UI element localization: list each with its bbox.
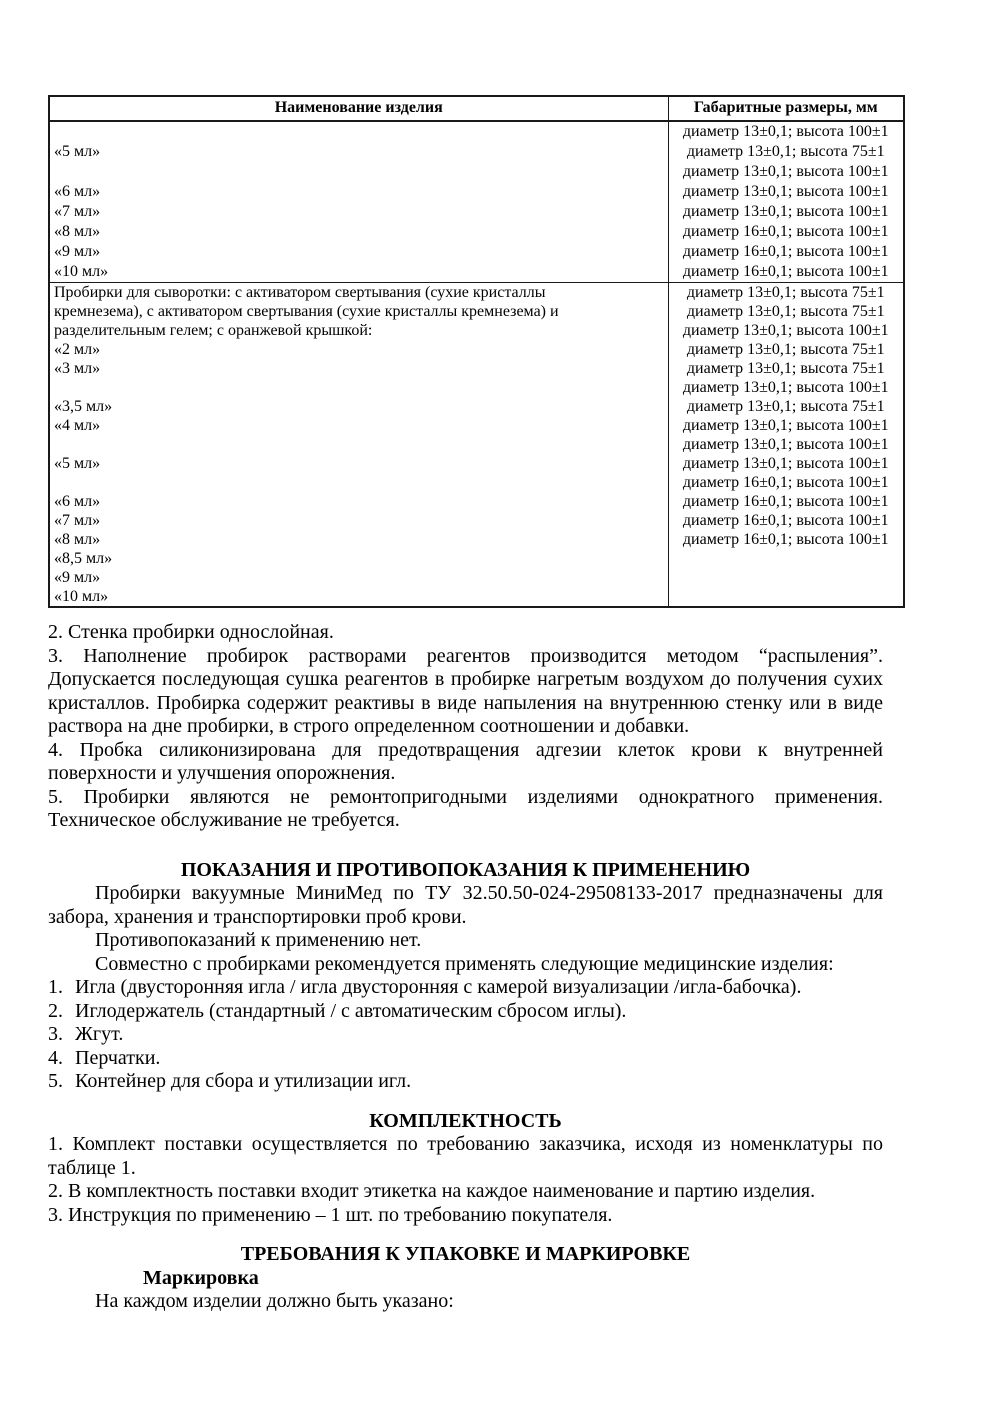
list-item-text: Иглодержатель (стандартный / с автоматическим сбросом иглы). xyxy=(75,999,627,1022)
product-name-line: «9 мл» xyxy=(54,569,101,586)
note-paragraph-3: 3. Наполнение пробирок растворами реагентов производится методом “распыления”. Допускается последующая сушка реагентов в пробирке нагретым воздухом до получения сухих кристаллов. Пробирка содержит реактивы в виде напыления на внутреннюю стенку или в виде раствора на дне пробирки, в строго определенном соотношении и добавки. xyxy=(48,644,883,737)
recommended-device-item xyxy=(48,1047,883,1071)
product-name-line: «3 мл» xyxy=(54,360,101,377)
completeness-item: 1. Комплект поставки осуществляется по требованию заказчика, исходя из номенклатуры по таблице 1. xyxy=(48,1133,883,1179)
dimension-line: диаметр 16±0,1; высота 100±1 xyxy=(682,531,889,548)
dimension-line: диаметр 13±0,1; высота 75±1 xyxy=(686,303,885,320)
dimension-line: диаметр 13±0,1; высота 75±1 xyxy=(686,143,885,160)
serum-tubes-description-line: Пробирки для сыворотки: с активатором свертывания (сухие кристаллы xyxy=(54,284,546,301)
product-name-line xyxy=(50,122,668,142)
dimension-line: диаметр 13±0,1; высота 100±1 xyxy=(682,123,889,140)
dimension-line: диаметр 13±0,1; высота 100±1 xyxy=(682,436,889,453)
list-item-number: 3. xyxy=(48,1023,63,1045)
section2-sizes-cell xyxy=(668,283,904,608)
dimension-line: диаметр 13±0,1; высота 100±1 xyxy=(682,455,889,472)
recommended-device-item xyxy=(48,1023,883,1047)
product-name-line: «8 мл» xyxy=(54,531,101,548)
table-row-section-2 xyxy=(49,283,904,608)
dimension-line: диаметр 13±0,1; высота 75±1 xyxy=(686,284,885,301)
product-name-line: «6 мл» xyxy=(54,183,101,200)
construction-notes xyxy=(48,621,883,833)
note-paragraph-2: 2. Стенка пробирки однослойная. xyxy=(48,621,334,643)
completeness-item: 2. В комплектность поставки входит этикетка на каждое наименование и партию изделия. xyxy=(48,1180,816,1202)
dimension-line: диаметр 16±0,1; высота 100±1 xyxy=(682,474,889,491)
dimensions-column-header: Габаритные размеры, мм xyxy=(668,96,904,121)
product-name-line xyxy=(50,473,668,492)
product-name-line: «5 мл» xyxy=(54,143,101,160)
product-name-line: «10 мл» xyxy=(54,263,109,280)
dimension-line: диаметр 13±0,1; высота 75±1 xyxy=(686,398,885,415)
product-name-line: «4 мл» xyxy=(54,417,101,434)
list-item-text: Контейнер для сбора и утилизации игл. xyxy=(75,1070,412,1092)
dimension-line: диаметр 13±0,1; высота 75±1 xyxy=(686,360,885,377)
dimension-line: диаметр 13±0,1; высота 100±1 xyxy=(682,417,889,434)
product-name-line: «7 мл» xyxy=(54,512,101,529)
product-name-line: «7 мл» xyxy=(54,203,101,220)
list-item-number: 5. xyxy=(48,1070,63,1092)
dimension-line: диаметр 13±0,1; высота 100±1 xyxy=(682,379,889,396)
product-name-line xyxy=(50,378,668,397)
product-name-line: «2 мл» xyxy=(54,341,101,358)
serum-tubes-description-line: разделительным гелем; с оранжевой крышкой: xyxy=(54,322,373,339)
section2-names-cell xyxy=(49,283,668,608)
product-name-line: «8,5 мл» xyxy=(54,550,113,567)
recommended-device-item xyxy=(48,976,883,1000)
product-name-line xyxy=(50,162,668,182)
product-dimensions-table xyxy=(48,95,905,608)
dimension-line: диаметр 13±0,1; высота 100±1 xyxy=(682,183,889,200)
product-name-line: «10 мл» xyxy=(54,588,109,605)
dimension-line: диаметр 13±0,1; высота 100±1 xyxy=(682,322,889,339)
product-name-line: «3,5 мл» xyxy=(54,398,113,415)
recommended-devices-paragraph: Совместно с пробирками рекомендуется применять следующие медицинские изделия: xyxy=(95,952,834,975)
completeness-item: 3. Инструкция по применению – 1 шт. по требованию покупателя. xyxy=(48,1203,613,1226)
dimension-line: диаметр 13±0,1; высота 100±1 xyxy=(682,163,889,180)
packaging-heading: ТРЕБОВАНИЯ К УПАКОВКЕ И МАРКИРОВКЕ xyxy=(240,1243,691,1265)
note-paragraph-4: 4. Пробка силиконизирована для предотвращения адгезии клеток крови к внутренней поверхности и улучшения опорожнения. xyxy=(48,738,883,784)
list-item-number: 4. xyxy=(48,1046,63,1069)
dimension-line: диаметр 16±0,1; высота 100±1 xyxy=(682,493,889,510)
product-name-line xyxy=(50,435,668,454)
section1-names-cell xyxy=(49,121,668,283)
dimension-line: диаметр 16±0,1; высота 100±1 xyxy=(682,223,889,240)
dimension-line: диаметр 16±0,1; высота 100±1 xyxy=(682,263,889,280)
packaging-section xyxy=(48,1267,883,1314)
marking-paragraph: На каждом изделии должно быть указано: xyxy=(95,1290,454,1312)
dimension-line: диаметр 13±0,1; высота 75±1 xyxy=(686,341,885,358)
dimension-line: диаметр 16±0,1; высота 100±1 xyxy=(682,512,889,529)
table-row-section-1 xyxy=(49,121,904,283)
note-paragraph-5: 5. Пробирки являются не ремонтопригодными изделиями однократного применения. Техническое обслуживание не требуется. xyxy=(48,785,883,831)
product-name-line: «5 мл» xyxy=(54,455,101,472)
list-item-number: 1. xyxy=(48,976,63,998)
dimension-line: диаметр 13±0,1; высота 100±1 xyxy=(682,203,889,220)
indications-heading: ПОКАЗАНИЯ И ПРОТИВОПОКАЗАНИЯ К ПРИМЕНЕНИЮ xyxy=(180,858,751,881)
list-item-number: 2. xyxy=(48,999,63,1022)
name-column-header: Наименование изделия xyxy=(49,96,668,121)
product-name-line: «6 мл» xyxy=(54,493,101,510)
dimension-line: диаметр 16±0,1; высота 100±1 xyxy=(682,243,889,260)
completeness-section xyxy=(48,1133,883,1227)
marking-subheading: Маркировка xyxy=(143,1266,259,1289)
list-item-text: Перчатки. xyxy=(75,1046,161,1069)
indications-paragraph: Пробирки вакуумные МиниМед по ТУ 32.50.50-024-29508133-2017 предназначены для забора, хранения и транспортировки проб крови. xyxy=(48,882,883,928)
contraindications-paragraph: Противопоказаний к применению нет. xyxy=(95,929,422,951)
list-item-text: Жгут. xyxy=(75,1023,124,1045)
serum-tubes-description xyxy=(50,283,668,340)
completeness-heading: КОМПЛЕКТНОСТЬ xyxy=(369,1109,562,1132)
indications-section xyxy=(48,882,883,1094)
list-item-text: Игла (двусторонняя игла / игла двусторонняя с камерой визуализации /игла-бабочка). xyxy=(75,976,802,998)
product-name-line: «9 мл» xyxy=(54,243,101,260)
recommended-device-item xyxy=(48,1070,883,1094)
table-header-row xyxy=(49,96,904,121)
serum-tubes-description-line: кремнезема), с активатором свертывания (сухие кристаллы кремнезема) и xyxy=(54,303,559,320)
recommended-device-item xyxy=(48,1000,883,1024)
section1-sizes-cell xyxy=(668,121,904,283)
product-name-line: «8 мл» xyxy=(54,223,101,240)
